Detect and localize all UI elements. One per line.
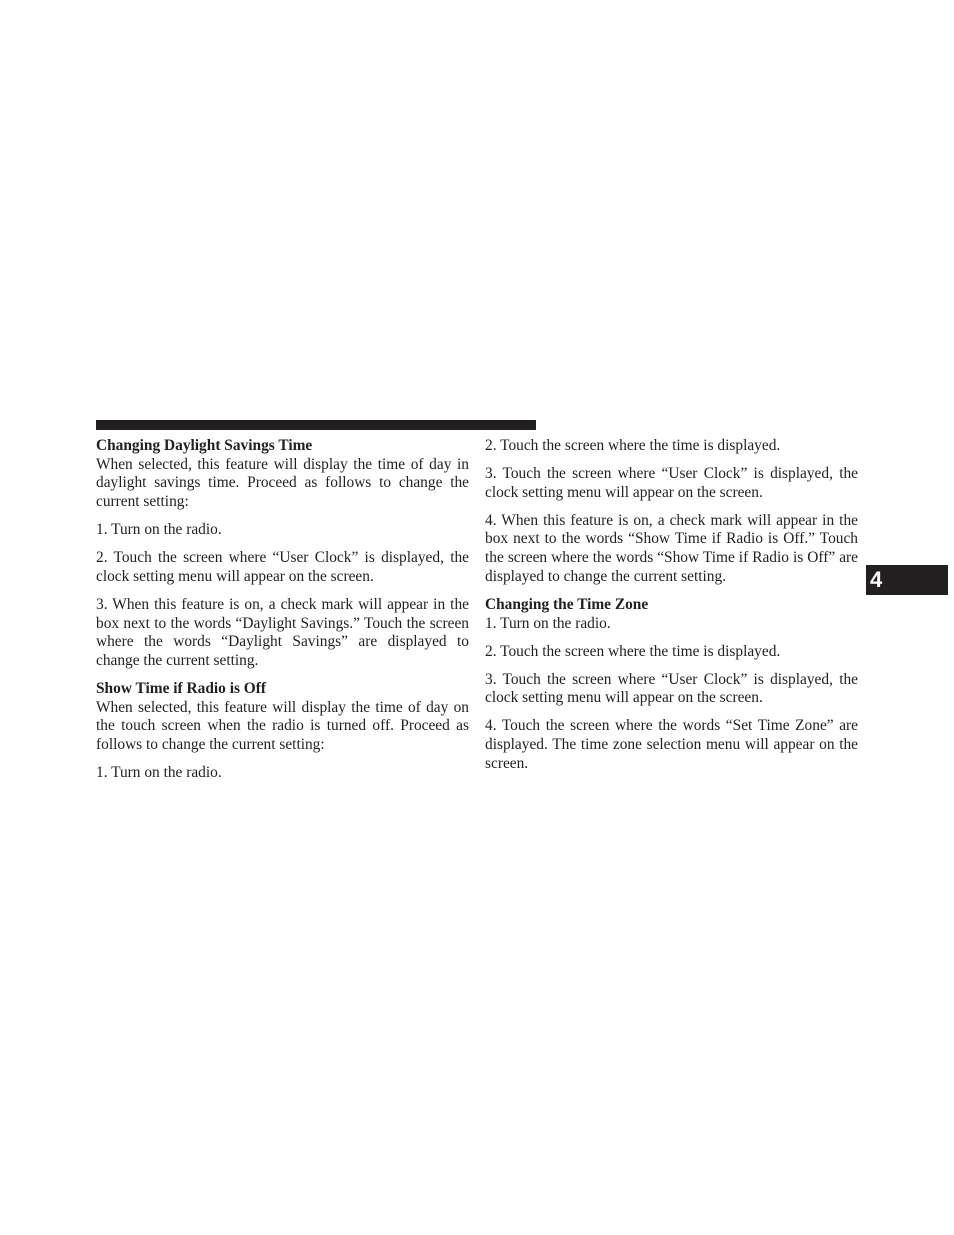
daylight-savings-intro: When selected, this feature will display the time of day in daylight savings time. Proceed as follows to change the current setting: xyxy=(96,455,469,511)
heading-daylight-savings: Changing Daylight Savings Time xyxy=(96,437,313,454)
show-time-step-3: 3. Touch the screen where “User Clock” is displayed, the clock setting menu will appear on the screen. xyxy=(485,465,858,501)
show-time-step-1: 1. Turn on the radio. xyxy=(96,764,222,782)
show-time-step-2: 2. Touch the screen where the time is displayed. xyxy=(485,437,781,454)
daylight-savings-step-3: 3. When this feature is on, a check mark will appear in the box next to the words “Daylight Savings.” Touch the screen where the words “Daylight Savings” are displayed to change the current setting. xyxy=(96,595,469,669)
section-top-rule xyxy=(96,420,536,430)
heading-show-time-radio-off: Show Time if Radio is Off xyxy=(96,679,267,697)
chapter-tab: 4 xyxy=(866,565,948,595)
time-zone-step-1: 1. Turn on the radio. xyxy=(485,614,611,632)
show-time-intro: When selected, this feature will display the time of day on the touch screen when the radio is turned off. Proceed as follows to change the current setting: xyxy=(96,698,469,754)
daylight-savings-step-1: 1. Turn on the radio. xyxy=(96,521,222,539)
left-column xyxy=(96,437,469,792)
daylight-savings-step-2: 2. Touch the screen where “User Clock” is displayed, the clock setting menu will appear on the screen. xyxy=(96,549,469,585)
show-time-step-4: 4. When this feature is on, a check mark will appear in the box next to the words “Show Time if Radio is Off.” Touch the screen where the words “Show Time if Radio is Off” are displayed to change the current setting. xyxy=(485,511,858,585)
heading-time-zone: Changing the Time Zone xyxy=(485,595,649,613)
time-zone-step-3: 3. Touch the screen where “User Clock” is displayed, the clock setting menu will appear on the screen. xyxy=(485,670,858,707)
right-column xyxy=(485,437,858,783)
time-zone-step-4: 4. Touch the screen where the words “Set Time Zone” are displayed. The time zone selection menu will appear on the screen. xyxy=(485,717,858,772)
time-zone-step-2: 2. Touch the screen where the time is displayed. xyxy=(485,642,781,660)
